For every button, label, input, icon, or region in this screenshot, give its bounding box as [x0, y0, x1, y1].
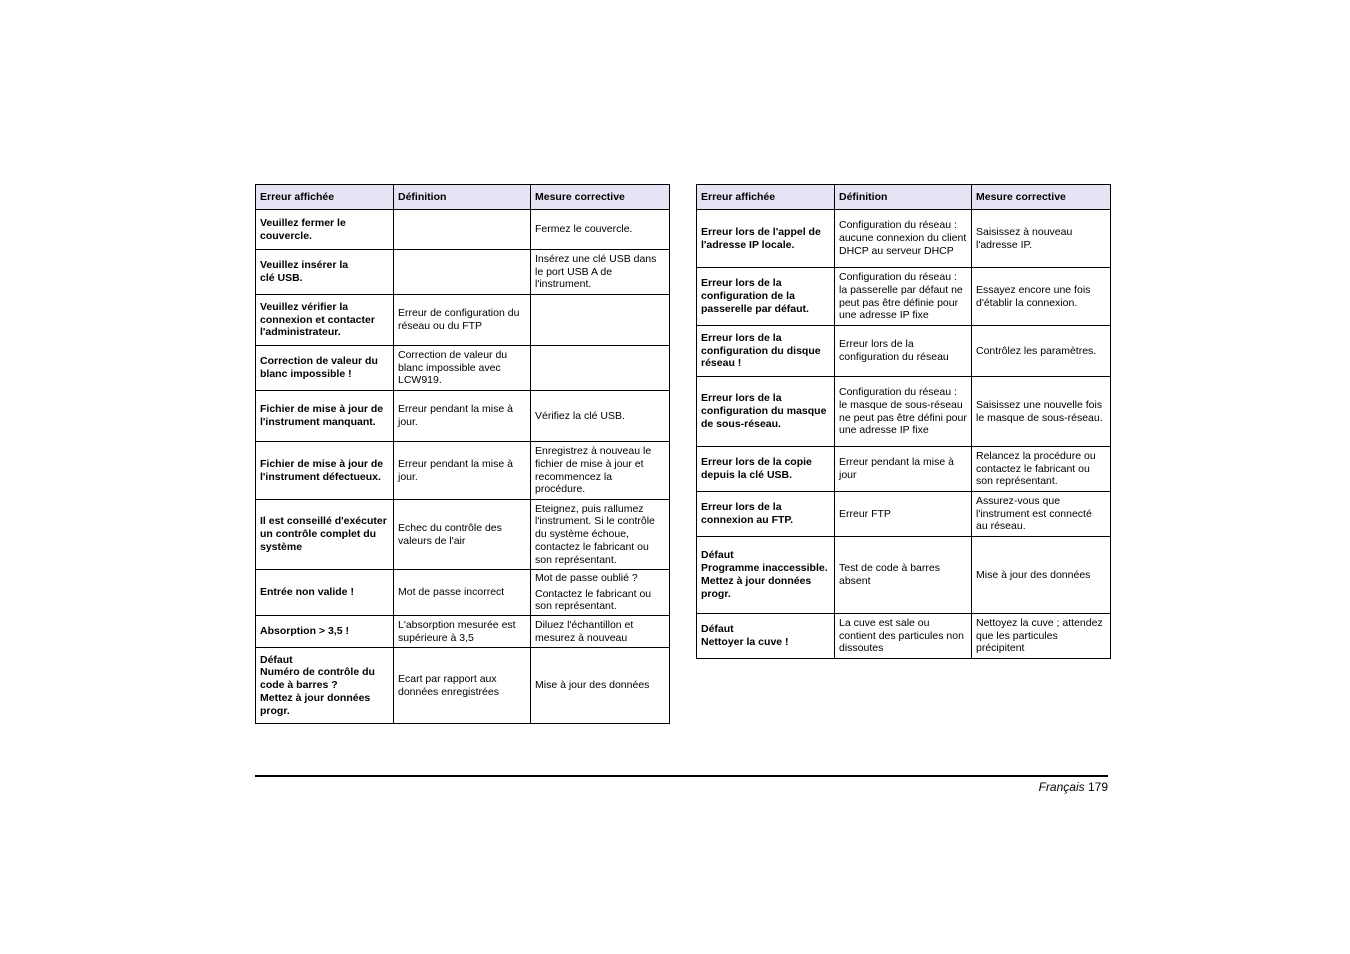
table-row [697, 447, 1111, 492]
table-row [697, 268, 1111, 326]
error-cell: Correction de valeur du blanc impossible ! [256, 346, 394, 391]
error-cell: Erreur lors de la configuration de la passerelle par défaut. [697, 268, 835, 326]
definition-cell: L'absorption mesurée est supérieure à 3,5 [394, 616, 531, 648]
definition-cell: Test de code à barres absent [835, 537, 972, 614]
action-text-secondary: Contactez le fabricant ou son représentant. [535, 587, 652, 613]
table-row [256, 346, 670, 391]
action-cell: Diluez l'échantillon et mesurez à nouveau [531, 616, 670, 648]
table-row [256, 500, 670, 570]
error-cell: Veuillez vérifier la connexion et contacter l'administrateur. [256, 295, 394, 346]
footer-rule [255, 775, 1108, 777]
definition-cell: Correction de valeur du blanc impossible avec LCW919. [394, 346, 531, 391]
definition-cell: Erreur lors de la configuration du réseau [835, 326, 972, 377]
error-cell: Erreur lors de la configuration du masque de sous-réseau. [697, 377, 835, 447]
action-cell [531, 295, 670, 346]
action-cell [531, 570, 670, 616]
action-cell: Essayez encore une fois d'établir la connexion. [972, 268, 1111, 326]
table-row [697, 614, 1111, 659]
page-number: 179 [1087, 780, 1108, 794]
definition-cell: Configuration du réseau : aucune connexion du client DHCP au serveur DHCP [835, 210, 972, 268]
action-cell: Contrôlez les paramètres. [972, 326, 1111, 377]
table-row [256, 648, 670, 724]
error-table-right [696, 184, 1111, 659]
definition-cell: Ecart par rapport aux données enregistrées [394, 648, 531, 724]
action-cell: Mise à jour des données [531, 648, 670, 724]
table-row [256, 391, 670, 442]
error-cell: Fichier de mise à jour de l'instrument défectueux. [256, 442, 394, 500]
definition-cell: Erreur pendant la mise à jour. [394, 391, 531, 442]
action-cell: Mise à jour des données [972, 537, 1111, 614]
action-cell: Eteignez, puis rallumez l'instrument. Si le contrôle du système échoue, contactez le fabricant ou son représentant. [531, 500, 670, 570]
table-row [697, 492, 1111, 537]
error-cell: Erreur lors de l'appel de l'adresse IP locale. [697, 210, 835, 268]
header-definition: Définition [394, 185, 531, 210]
header-definition: Définition [835, 185, 972, 210]
definition-cell: La cuve est sale ou contient des particules non dissoutes [835, 614, 972, 659]
header-error: Erreur affichée [256, 185, 394, 210]
table-header-row [697, 185, 1111, 210]
table-row [256, 210, 670, 250]
error-cell: Veuillez insérer la clé USB. [256, 250, 394, 295]
action-cell: Enregistrez à nouveau le fichier de mise à jour et recommencez la procédure. [531, 442, 670, 500]
definition-cell: Configuration du réseau : le masque de sous-réseau ne peut pas être défini pour une adresse IP fixe [835, 377, 972, 447]
table-header-row [256, 185, 670, 210]
error-cell: Défaut Numéro de contrôle du code à barres ? Mettez à jour données progr. [256, 648, 394, 724]
error-cell: Veuillez fermer le couvercle. [256, 210, 394, 250]
footer-language: Français [1038, 780, 1085, 794]
action-cell: Fermez le couvercle. [531, 210, 670, 250]
action-cell: Relancez la procédure ou contactez le fabricant ou son représentant. [972, 447, 1111, 492]
header-action: Mesure corrective [531, 185, 670, 210]
action-cell: Nettoyez la cuve ; attendez que les particules précipitent [972, 614, 1111, 659]
definition-cell [394, 210, 531, 250]
error-cell: Défaut Programme inaccessible. Mettez à jour données progr. [697, 537, 835, 614]
table-row [256, 616, 670, 648]
action-cell: Vérifiez la clé USB. [531, 391, 670, 442]
error-cell: Erreur lors de la configuration du disque réseau ! [697, 326, 835, 377]
table-row [256, 295, 670, 346]
action-cell: Assurez-vous que l'instrument est connecté au réseau. [972, 492, 1111, 537]
definition-cell: Configuration du réseau : la passerelle par défaut ne peut pas être définie pour une adresse IP fixe [835, 268, 972, 326]
error-cell: Erreur lors de la connexion au FTP. [697, 492, 835, 537]
action-text: Mot de passe oublié ? [535, 571, 638, 584]
table-row [256, 570, 670, 616]
error-cell: Il est conseillé d'exécuter un contrôle complet du système [256, 500, 394, 570]
definition-cell [394, 250, 531, 295]
error-cell: Erreur lors de la copie depuis la clé USB. [697, 447, 835, 492]
table-row [256, 250, 670, 295]
header-error: Erreur affichée [697, 185, 835, 210]
error-cell: Absorption > 3,5 ! [256, 616, 394, 648]
header-action: Mesure corrective [972, 185, 1111, 210]
action-cell: Saisissez une nouvelle fois le masque de sous-réseau. [972, 377, 1111, 447]
definition-cell: Erreur pendant la mise à jour [835, 447, 972, 492]
definition-cell: Echec du contrôle des valeurs de l'air [394, 500, 531, 570]
table-row [697, 537, 1111, 614]
action-cell: Saisissez à nouveau l'adresse IP. [972, 210, 1111, 268]
action-cell: Insérez une clé USB dans le port USB A de l'instrument. [531, 250, 670, 295]
error-cell: Défaut Nettoyer la cuve ! [697, 614, 835, 659]
error-cell: Entrée non valide ! [256, 570, 394, 616]
error-table-left [255, 184, 670, 724]
definition-cell: Erreur FTP [835, 492, 972, 537]
action-cell [531, 346, 670, 391]
table-row [697, 210, 1111, 268]
table-row [256, 442, 670, 500]
definition-cell: Erreur de configuration du réseau ou du FTP [394, 295, 531, 346]
table-row [697, 377, 1111, 447]
table-row [697, 326, 1111, 377]
definition-cell: Mot de passe incorrect [394, 570, 531, 616]
error-cell: Fichier de mise à jour de l'instrument manquant. [256, 391, 394, 442]
page-footer [1039, 780, 1108, 794]
definition-cell: Erreur pendant la mise à jour. [394, 442, 531, 500]
